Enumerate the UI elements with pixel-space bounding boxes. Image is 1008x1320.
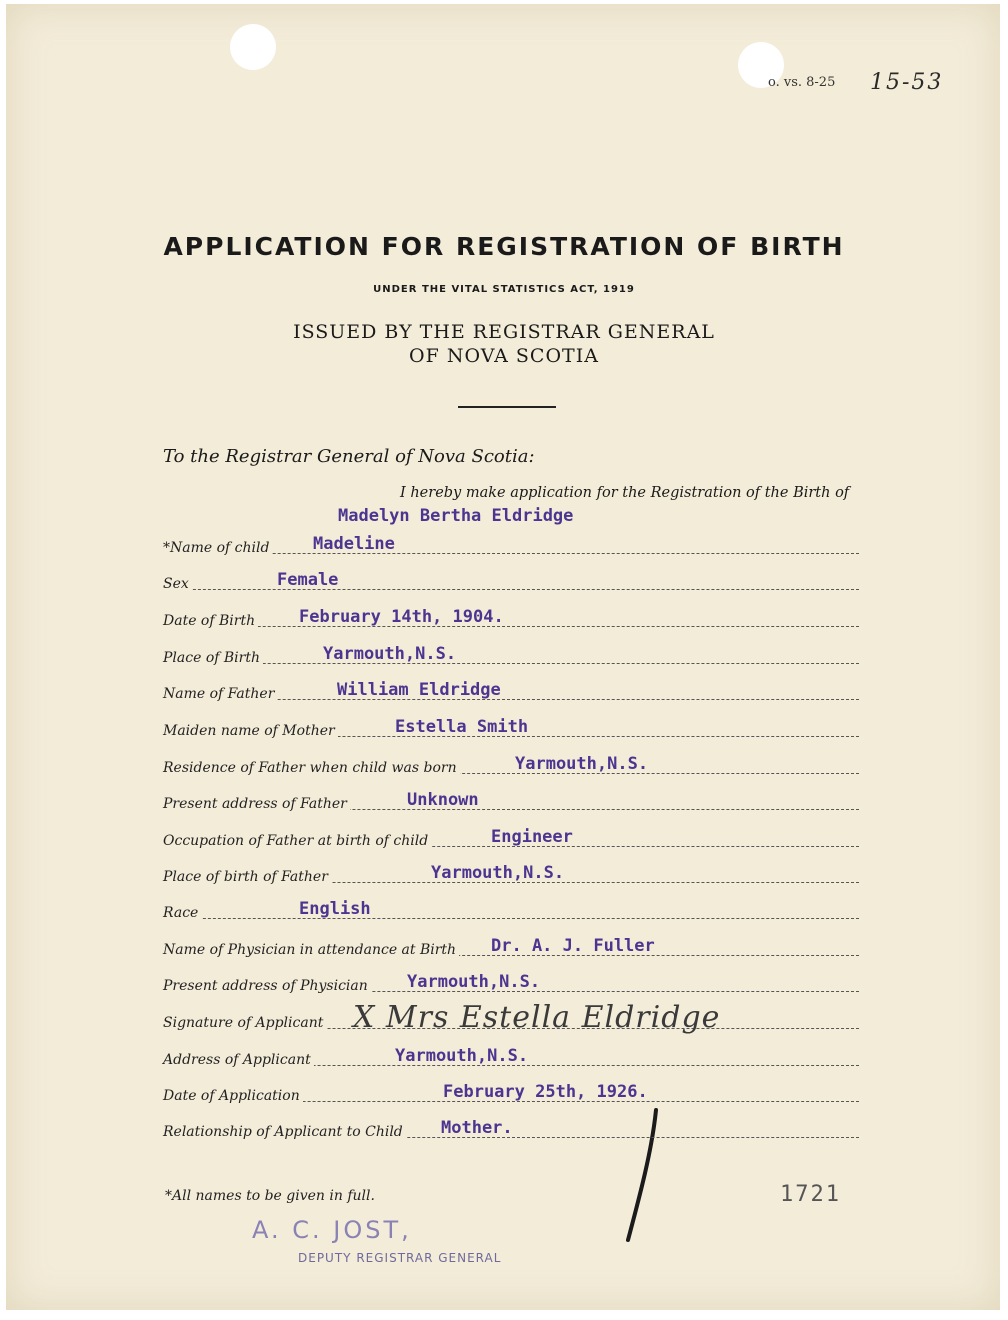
form-reference: o. vs. 8-25 <box>768 75 836 90</box>
issuer-line-2: OF NOVA SCOTIA <box>409 345 599 367</box>
field-label: *Name of child <box>163 540 272 556</box>
field-value: Yarmouth,N.S. <box>431 863 565 883</box>
declaration-text: I hereby make application for the Registration of the Birth of <box>400 485 850 501</box>
field-value: Mother. <box>441 1118 513 1138</box>
field-line <box>163 918 859 919</box>
field-line <box>163 663 859 664</box>
field-label: Present address of Father <box>163 796 350 812</box>
field-value: Female <box>277 570 339 590</box>
field-label: Sex <box>163 576 192 592</box>
field-value: Dr. A. J. Fuller <box>491 936 655 956</box>
field-label: Place of birth of Father <box>163 869 331 885</box>
field-label: Present address of Physician <box>163 978 371 994</box>
field-label: Maiden name of Mother <box>163 723 338 739</box>
stamp-title: DEPUTY REGISTRAR GENERAL <box>298 1251 502 1265</box>
field-value: William Eldridge <box>337 680 501 700</box>
field-label: Residence of Father when child was born <box>163 760 460 776</box>
field-value: English <box>299 899 371 919</box>
field-line <box>163 626 859 627</box>
footnote: *All names to be given in full. <box>165 1188 375 1204</box>
salutation: To the Registrar General of Nova Scotia: <box>163 446 535 467</box>
field-value: Yarmouth,N.S. <box>515 754 649 774</box>
field-label: Name of Physician in attendance at Birth <box>163 942 459 958</box>
field-label: Signature of Applicant <box>163 1015 326 1031</box>
field-value: Engineer <box>491 827 573 847</box>
field-value: February 25th, 1926. <box>443 1082 648 1102</box>
file-number: 1721 <box>780 1182 841 1207</box>
field-label: Name of Father <box>163 686 277 702</box>
field-label: Relationship of Applicant to Child <box>163 1124 406 1140</box>
field-value: Yarmouth,N.S. <box>407 972 541 992</box>
child-full-name: Madelyn Bertha Eldridge <box>338 506 574 526</box>
field-value: February 14th, 1904. <box>299 607 504 627</box>
stamp-name: A. C. JOST, <box>252 1216 412 1244</box>
field-label: Place of Birth <box>163 650 263 666</box>
field-line <box>163 589 859 590</box>
field-label: Date of Application <box>163 1088 303 1104</box>
handwritten-number: 15-53 <box>870 70 944 95</box>
field-label: Address of Applicant <box>163 1052 314 1068</box>
handwritten-signature: X Mrs Estella Eldridge <box>353 1000 721 1035</box>
field-value: Yarmouth,N.S. <box>323 644 457 664</box>
field-value: Estella Smith <box>395 717 529 737</box>
field-label: Date of Birth <box>163 613 258 629</box>
field-label: Race <box>163 905 201 921</box>
issuer-line-1: ISSUED BY THE REGISTRAR GENERAL <box>293 321 715 343</box>
field-label: Occupation of Father at birth of child <box>163 833 431 849</box>
form-title: APPLICATION FOR REGISTRATION OF BIRTH <box>163 232 845 261</box>
field-value: Yarmouth,N.S. <box>395 1046 529 1066</box>
field-value: Unknown <box>407 790 479 810</box>
form-subtitle: UNDER THE VITAL STATISTICS ACT, 1919 <box>373 284 635 295</box>
field-value: Madeline <box>313 534 395 554</box>
